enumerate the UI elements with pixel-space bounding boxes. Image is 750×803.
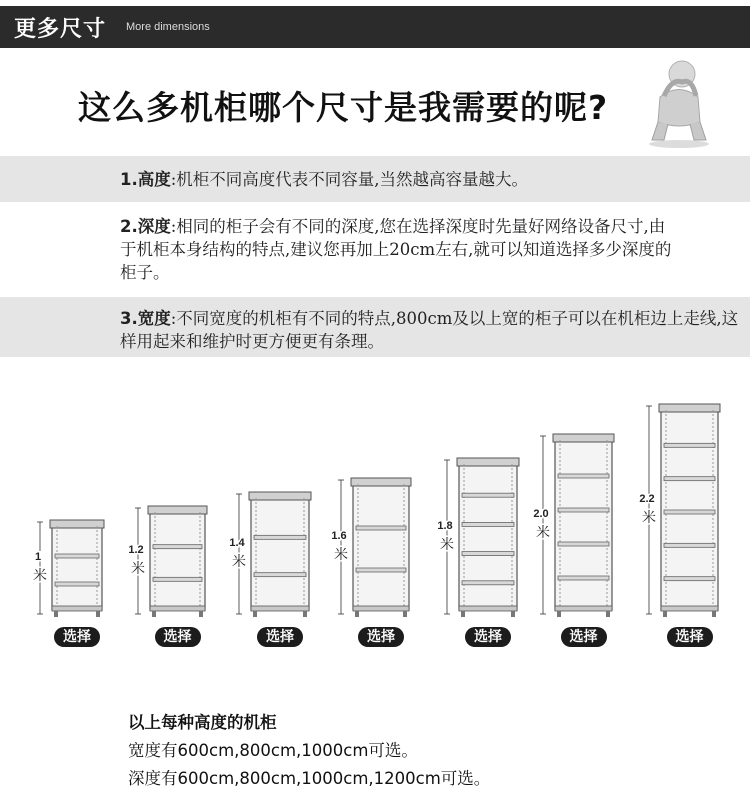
cabinet-foot [303, 611, 307, 617]
item-height-text: :机柜不同高度代表不同容量,当然越高容量越大。 [170, 170, 529, 189]
item-height-label: 1.高度 [120, 170, 171, 189]
cabinet-foot [54, 611, 58, 617]
cabinet-shelf [462, 493, 514, 497]
cabinet-shelf [664, 577, 715, 581]
cabinet-height-label: 1.6 [331, 530, 347, 542]
cabinet-shelf [664, 543, 715, 547]
cabinet-height-label: 1.4 [229, 537, 245, 549]
cabinet-foot [606, 611, 610, 617]
cabinet-base [353, 606, 409, 611]
note-line-1: 以上每种高度的机柜 [128, 713, 277, 732]
cabinet-shelf [664, 477, 715, 481]
header-title: 更多尺寸 [14, 17, 107, 42]
cabinet-shelf [356, 526, 406, 530]
cabinet-height-unit: 米 [131, 561, 145, 577]
select-button[interactable]: 选择 [667, 627, 713, 647]
cabinet-height-unit: 米 [334, 547, 348, 563]
cabinet-shelf [664, 443, 715, 447]
cabinet-height-unit: 米 [536, 525, 550, 541]
select-button[interactable]: 选择 [257, 627, 303, 647]
cabinet-foot [712, 611, 716, 617]
cabinet-body [555, 440, 612, 610]
header-bar [0, 6, 750, 48]
cabinet-foot [403, 611, 407, 617]
cabinet-body [52, 526, 102, 610]
cabinet-foot [199, 611, 203, 617]
select-button[interactable]: 选择 [54, 627, 100, 647]
item-width [120, 307, 740, 353]
cabinet-foot [461, 611, 465, 617]
cabinet-shelf [356, 568, 406, 572]
cabinet-lineup [0, 380, 750, 650]
question-heading: 这么多机柜哪个尺寸是我需要的呢? [78, 88, 609, 127]
cabinet-height-label: 1.8 [437, 520, 453, 532]
item-width-text: :不同宽度的机柜有不同的特点,800cm及以上宽的柜子可以在机柜边上走线,这样用起来和维护时更方便更有条理。 [120, 309, 739, 351]
cabinet-base [251, 606, 309, 611]
cabinet-base [150, 606, 205, 611]
cabinet-body [459, 464, 517, 610]
cabinet-top [457, 458, 519, 466]
select-button[interactable]: 选择 [465, 627, 511, 647]
cabinet-base [52, 606, 102, 611]
cabinet-foot [557, 611, 561, 617]
cabinet-height-unit: 米 [440, 537, 454, 553]
cabinet-height-unit: 米 [33, 568, 47, 584]
cabinet-top [553, 434, 614, 442]
item-height [120, 168, 528, 191]
cabinet-height-label: 1.2 [128, 544, 144, 556]
cabinet-height-label: 1 [34, 551, 42, 563]
item-width-label: 3.宽度 [120, 309, 171, 328]
cabinet-body [353, 484, 409, 610]
select-button[interactable]: 选择 [358, 627, 404, 647]
cabinet-height-unit: 米 [642, 510, 656, 526]
item-depth-text: :相同的柜子会有不同的深度,您在选择深度时先量好网络设备尺寸,由于机柜本身结构的特点,建议您再加上20cm左右,就可以知道选择多少深度的柜子。 [120, 217, 672, 282]
thinking-figure-icon [642, 52, 716, 150]
cabinet-shelf [558, 508, 609, 512]
note-line-3: 深度有600cm,800cm,1000cm,1200cm可选。 [128, 769, 491, 788]
cabinet-shelf [254, 573, 306, 577]
cabinet-foot [511, 611, 515, 617]
cabinet-shelf [153, 545, 202, 549]
cabinet-shelf [55, 582, 99, 586]
select-button[interactable]: 选择 [561, 627, 607, 647]
cabinet-shelf [55, 554, 99, 558]
cabinet-foot [253, 611, 257, 617]
cabinet-shelf [558, 576, 609, 580]
cabinet-top [249, 492, 311, 500]
cabinet-shelf [254, 535, 306, 539]
cabinet-shelf [462, 581, 514, 585]
cabinet-foot [96, 611, 100, 617]
item-depth [120, 215, 680, 284]
cabinet-base [459, 606, 517, 611]
cabinet-top [148, 506, 207, 514]
cabinet-shelf [558, 542, 609, 546]
cabinet-top [659, 404, 720, 412]
cabinet-body [150, 512, 205, 610]
cabinet-shelf [558, 474, 609, 478]
cabinet-base [661, 606, 718, 611]
cabinet-foot [152, 611, 156, 617]
cabinet-shelf [462, 522, 514, 526]
note-line-2: 宽度有600cm,800cm,1000cm可选。 [128, 741, 418, 760]
cabinet-shelf [664, 510, 715, 514]
cabinet-shelf [153, 577, 202, 581]
select-button[interactable]: 选择 [155, 627, 201, 647]
cabinet-foot [355, 611, 359, 617]
header-subtitle: More dimensions [126, 21, 210, 33]
cabinet-height-label: 2.0 [533, 508, 549, 520]
cabinet-top [351, 478, 411, 486]
cabinet-height-label: 2.2 [639, 493, 655, 505]
cabinet-top [50, 520, 104, 528]
cabinet-foot [663, 611, 667, 617]
cabinet-body [251, 498, 309, 610]
cabinet-height-unit: 米 [232, 554, 246, 570]
cabinet-shelf [462, 552, 514, 556]
cabinet-base [555, 606, 612, 611]
item-depth-label: 2.深度 [120, 217, 171, 236]
